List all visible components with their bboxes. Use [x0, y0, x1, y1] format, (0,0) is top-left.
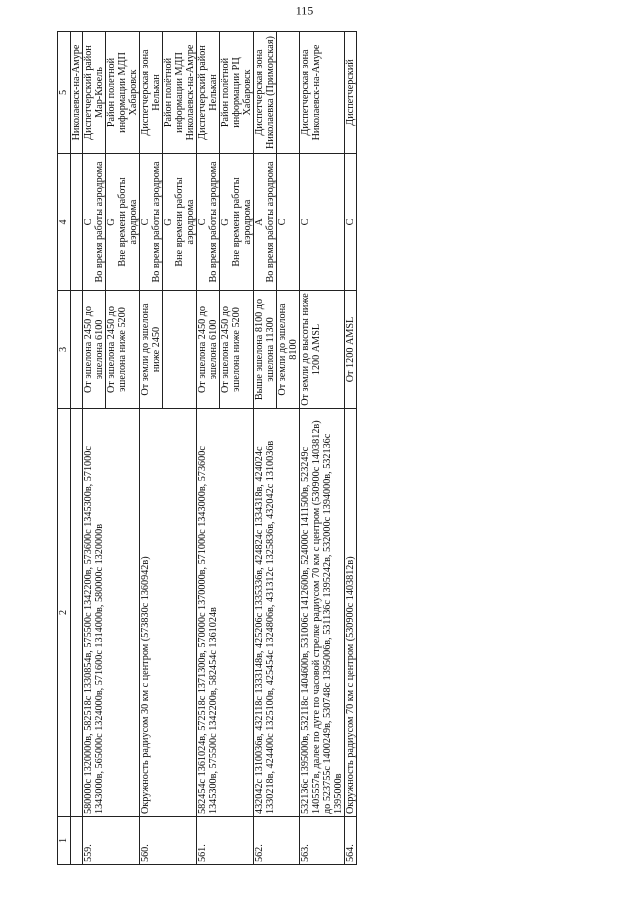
coordinates-cell: 582454с 1361024в, 572518с 1371300в, 570000с 1370000в, 571000с 1343000в, 573600с 1345300в, 575500с 1342200в, 582454с 1361024в — [197, 409, 254, 817]
coordinates-cell: 532136с 1395000в, 532118с 1404600в, 531006с 1412600в, 524000с 1411500в, 523249с 1405557в, далее по дуге по часовой стрелке радиусом 70 км с центром (530900с 1403812в) до 523755с 1400249в, 530748с 1395006в, 531136с 1395242в, 532000с 1394000в, 532136с 1395000в — [300, 409, 345, 817]
atc-unit-cell: Район полетной информации МДП Хабаровск — [106, 32, 140, 154]
col-header-1: 1 — [58, 817, 71, 865]
coordinates-cell: Окружность радиусом 30 км с центром (573830с 1360942в) — [140, 409, 197, 817]
airspace-class-cell: A Во время работы аэродрома — [254, 154, 277, 291]
row-number: 562. — [254, 817, 300, 865]
table-row — [197, 32, 220, 865]
row-number: 560. — [140, 817, 197, 865]
vertical-limits-cell: Выше эшелона 8100 до эшелона 11300 — [254, 291, 277, 409]
vertical-limits-cell — [163, 291, 197, 409]
atc-unit-cell: Район полётной информации МДП Николаевск-на-Амуре — [163, 32, 197, 154]
vertical-limits-cell: От эшелона 2450 до эшелона ниже 5200 — [106, 291, 140, 409]
atc-unit-cell: Диспетчерский район Нелькан — [197, 32, 220, 154]
atc-unit-cell — [277, 32, 300, 154]
rotated-table-container — [57, 3, 574, 865]
coordinates-cell: 580000с 1320000в, 582518с 1330854в, 575500с 1342200в, 573600с 1345300в, 571000с 1343000в, 565000с 1324000в, 571600с 1314000в, 580000с 1320000в — [83, 409, 140, 817]
col-header-2: 2 — [58, 409, 71, 817]
airspace-class-cell: C Во время работы аэродрома — [83, 154, 106, 291]
airspace-class-cell: G Вне времени работы аэродрома — [106, 154, 140, 291]
vertical-limits-cell: От эшелона 2450 до эшелона 6100 — [197, 291, 220, 409]
col-header-3: 3 — [58, 291, 71, 409]
atc-unit-cell: Диспетчерский район Мар-Кюель — [83, 32, 106, 154]
airspace-class-cell: G Вне времени работы аэродрома — [163, 154, 197, 291]
atc-unit-cell: Диспетчерская зона Николаевск-на-Амуре — [300, 32, 345, 154]
column-number-row — [58, 32, 71, 865]
vertical-limits-cell: От земли до высоты ниже 1200 AMSL — [300, 291, 345, 409]
vertical-limits-cell: От эшелона 2450 до эшелона 6100 — [83, 291, 106, 409]
row-number: 563. — [300, 817, 345, 865]
atc-unit-cell: Диспетчерская зона Николаевка (Приморская) — [254, 32, 277, 154]
table-row — [83, 32, 106, 865]
atc-unit-cell: Диспетчерская зона Нелькан — [140, 32, 163, 154]
table-row — [254, 32, 277, 865]
continuation-unit: Николаевск-на-Амуре — [71, 32, 83, 154]
vertical-limits-cell: От 1200 AMSL — [345, 291, 357, 409]
row-number: 561. — [197, 817, 254, 865]
vertical-limits-cell: От эшелона 2450 до эшелона ниже 5200 — [220, 291, 254, 409]
airspace-class-cell: G Вне времени работы аэродрома — [220, 154, 254, 291]
page-number: 115 — [295, 3, 314, 18]
table-row — [300, 32, 345, 865]
row-number: 559. — [83, 817, 140, 865]
airspace-class-cell: C — [345, 154, 357, 291]
airspace-class-cell: C — [300, 154, 345, 291]
atc-unit-cell: Диспетчерский — [345, 32, 357, 154]
coordinates-cell: 432042с 1310036в, 432118с 1333148в, 425206с 1335336в, 424824с 1334318в, 424024с 1330218в, 424400с 1325100в, 425454с 1324806в, 431312с 1325836в, 432042с 1310036в — [254, 409, 300, 817]
col-header-5: 5 — [58, 32, 71, 154]
airspace-class-cell: C — [277, 154, 300, 291]
vertical-limits-cell: От земли до эшелона ниже 2450 — [140, 291, 163, 409]
airspace-table — [57, 31, 357, 865]
continuation-row — [71, 32, 83, 865]
vertical-limits-cell: От земли до эшелона 8100 — [277, 291, 300, 409]
airspace-class-cell: C Во время работы аэродрома — [140, 154, 163, 291]
row-number: 564. — [345, 817, 357, 865]
col-header-4: 4 — [58, 154, 71, 291]
table-row — [140, 32, 163, 865]
coordinates-cell: Окружность радиусом 70 км с центром (530900с 1403812в) — [345, 409, 357, 817]
table-row — [345, 32, 357, 865]
atc-unit-cell: Район полётной информации РЦ Хабаровск — [220, 32, 254, 154]
airspace-class-cell: C Во время работы аэродрома — [197, 154, 220, 291]
